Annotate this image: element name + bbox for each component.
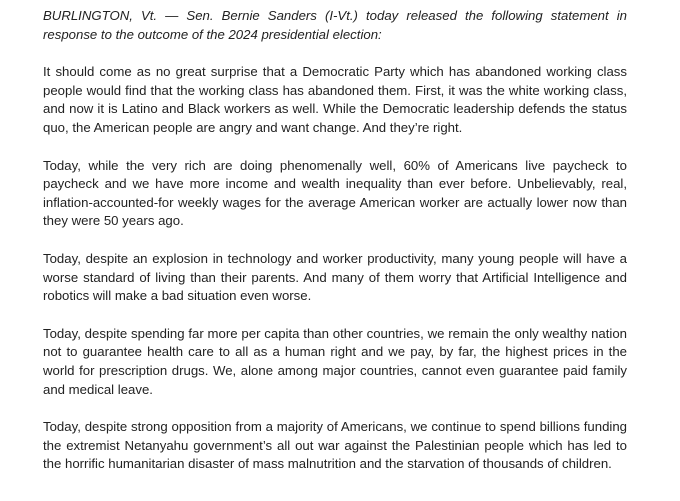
- paragraph-health-care: Today, despite spending far more per capita than other countries, we remain the only wealthy nation not to guarantee health care to all as a human right and we pay, by far, the highest prices in the world for prescription drugs. We, alone among major countries, cannot even guarantee paid family and medical leave.: [43, 325, 627, 397]
- paragraph-inequality: Today, while the very rich are doing phenomenally well, 60% of Americans live paycheck to paycheck and we have more income and wealth inequality than ever before. Unbelievably, real, inflation-accounted-for weekly wages for the average American worker are actually lower now than they were 50 years ago.: [43, 157, 627, 229]
- paragraph-working-class: It should come as no great surprise that a Democratic Party which has abandoned working class people would find that the working class has abandoned them. First, it was the white working class, and now it is Latino and Black workers as well. While the Democratic leadership defends the status quo, the American people are angry and want change. And they’re right.: [43, 64, 627, 135]
- dateline: BURLINGTON, Vt. — Sen. Bernie Sanders (I-Vt.) today released the following statement in response to the outcome of the 2024 presidential election:: [43, 8, 627, 42]
- press-release-document: [43, 7, 627, 474]
- paragraph-foreign-policy: Today, despite strong opposition from a majority of Americans, we continue to spend billions funding the extremist Netanyahu government’s all out war against the Palestinian people which has led to the horrific humanitarian disaster of mass malnutrition and the starvation of thousands of children.: [43, 419, 627, 472]
- paragraph-technology: Today, despite an explosion in technology and worker productivity, many young people will have a worse standard of living than their parents. And many of them worry that Artificial Intelligence and robotics will make a bad situation even worse.: [43, 250, 627, 304]
